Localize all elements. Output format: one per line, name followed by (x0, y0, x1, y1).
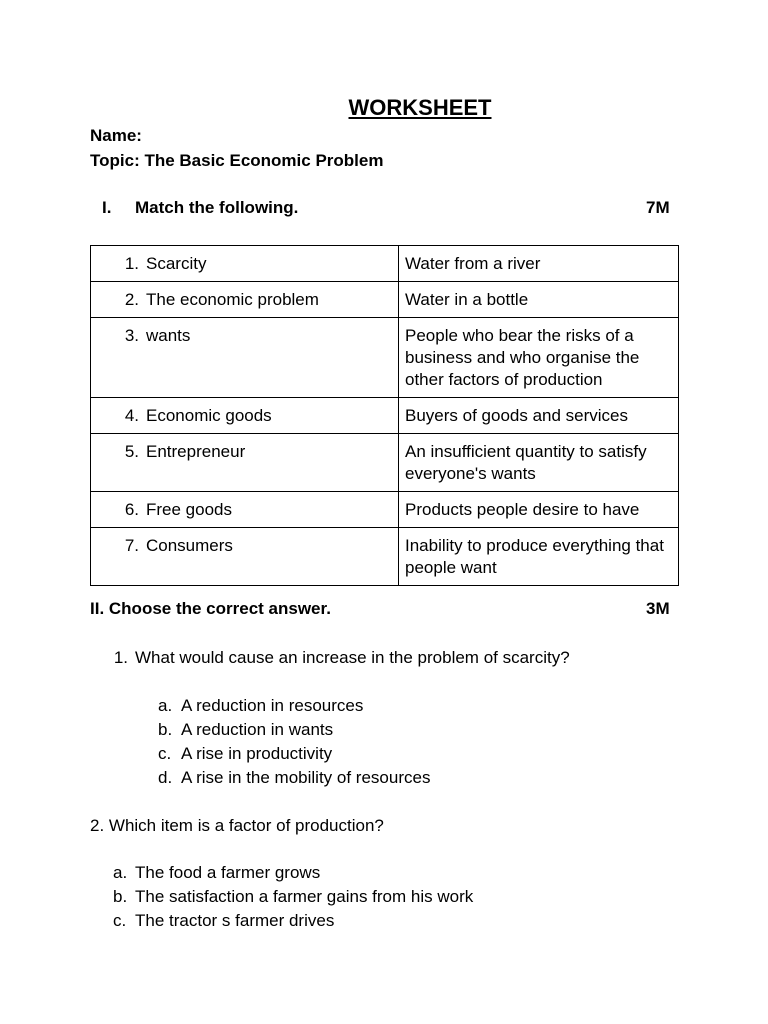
match-right-cell: Inability to produce everything that people want (399, 528, 679, 586)
match-right-cell: Buyers of goods and services (399, 398, 679, 434)
row-number: 3. (124, 326, 139, 345)
section2-heading: II. Choose the correct answer. (90, 599, 331, 618)
match-term: Free goods (146, 500, 232, 519)
table-row (91, 434, 679, 492)
match-term: Economic goods (146, 406, 272, 425)
option-text: A rise in productivity (181, 744, 333, 763)
option-letter: d. (158, 768, 173, 787)
option-text: The satisfaction a farmer gains from his work (135, 887, 474, 906)
topic-line: Topic: The Basic Economic Problem (90, 151, 384, 170)
name-label: Name: (90, 126, 142, 145)
match-left-cell (91, 434, 399, 492)
row-number: 2. (124, 290, 139, 309)
match-left-cell (91, 492, 399, 528)
option-text: A rise in the mobility of resources (181, 768, 431, 787)
option-text: The food a farmer grows (135, 863, 321, 882)
section1-marks: 7M (646, 198, 670, 217)
table-row (91, 492, 679, 528)
row-number: 6. (124, 500, 139, 519)
section1-number: I. (102, 198, 112, 217)
match-left-cell (91, 282, 399, 318)
match-right-cell: Products people desire to have (399, 492, 679, 528)
row-number: 5. (124, 442, 139, 461)
match-right-cell: An insufficient quantity to satisfy everyone's wants (399, 434, 679, 492)
row-number: 4. (124, 406, 139, 425)
match-left-cell (91, 318, 399, 398)
match-left-cell (91, 246, 399, 282)
row-number: 1. (124, 254, 139, 273)
match-right-cell: Water in a bottle (399, 282, 679, 318)
worksheet-title: WORKSHEET (348, 95, 492, 120)
table-row (91, 282, 679, 318)
question2-text: 2. Which item is a factor of production? (90, 816, 384, 835)
question1-text: What would cause an increase in the problem of scarcity? (135, 648, 570, 667)
match-term: Entrepreneur (146, 442, 246, 461)
option-letter: a. (113, 863, 128, 882)
option-text: The tractor s farmer drives (135, 911, 335, 930)
match-term: wants (146, 326, 191, 345)
option-letter: b. (158, 720, 173, 739)
table-row (91, 528, 679, 586)
option-letter: c. (158, 744, 172, 763)
table-row (91, 246, 679, 282)
match-term: The economic problem (146, 290, 319, 309)
table-row (91, 318, 679, 398)
question1-number: 1. (113, 648, 128, 667)
match-term: Consumers (146, 536, 233, 555)
option-letter: b. (113, 887, 128, 906)
row-number: 7. (124, 536, 139, 555)
option-text: A reduction in wants (181, 720, 334, 739)
section1-heading: Match the following. (135, 198, 299, 217)
option-text: A reduction in resources (181, 696, 364, 715)
match-left-cell (91, 528, 399, 586)
match-term: Scarcity (146, 254, 207, 273)
match-right-cell: People who bear the risks of a business and who organise the other factors of production (399, 318, 679, 398)
match-table (90, 245, 679, 586)
table-row (91, 398, 679, 434)
section2-marks: 3M (646, 599, 670, 618)
match-left-cell (91, 398, 399, 434)
option-letter: a. (158, 696, 173, 715)
option-letter: c. (113, 911, 127, 930)
match-right-cell: Water from a river (399, 246, 679, 282)
